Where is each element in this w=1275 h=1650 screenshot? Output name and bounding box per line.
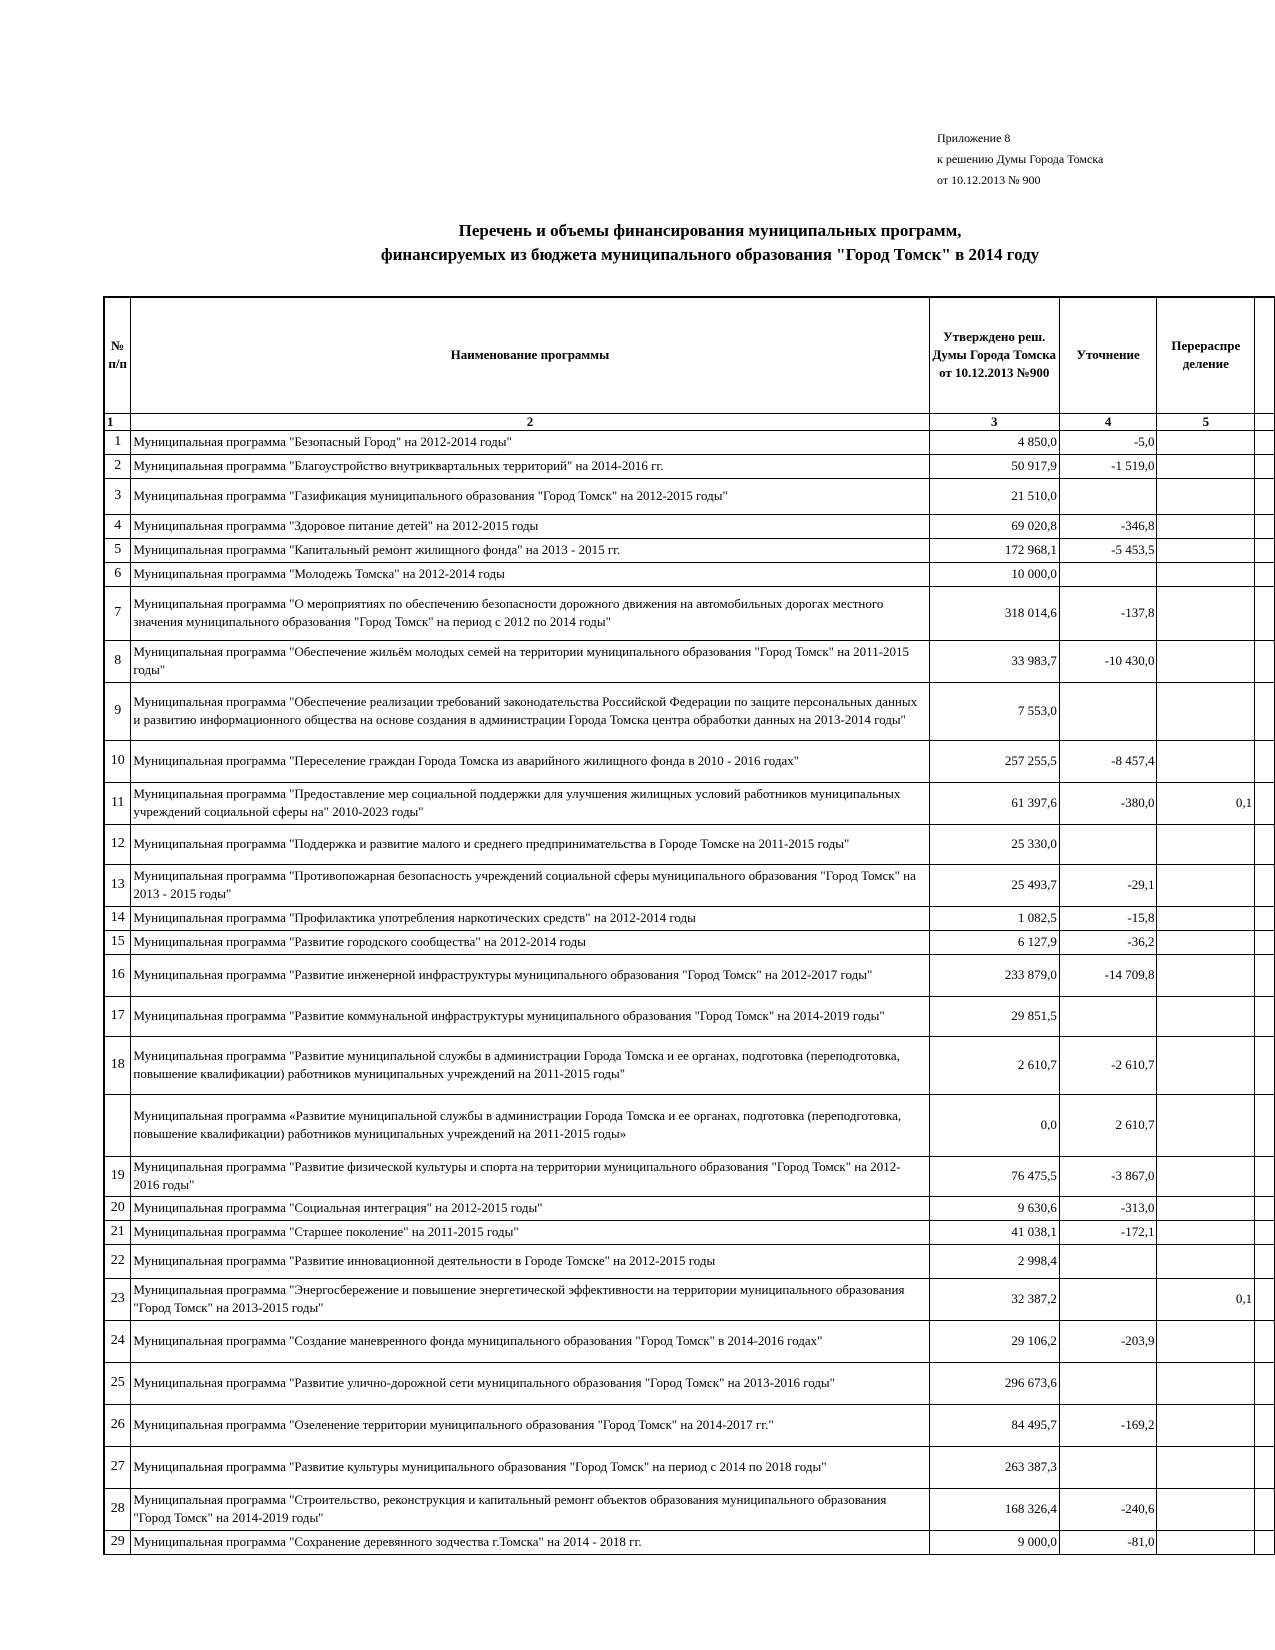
clarification-amount (1059, 1278, 1157, 1320)
redistribution-amount (1157, 1036, 1255, 1094)
approved-amount: 10 000,0 (929, 562, 1059, 586)
program-name: Муниципальная программа "Противопожарная безопасность учреждений социальной сферы муниципального образования "Город Томск" на 2013 - 2015 годы" (131, 864, 929, 906)
program-name: Муниципальная программа "Развитие инновационной деятельности в Городе Томске" на 2012-2015 годы (131, 1244, 929, 1278)
clarification-amount: -2 610,7 (1059, 1036, 1157, 1094)
clarification-amount (1059, 562, 1157, 586)
program-name: Муниципальная программа "Благоустройство внутриквартальных территорий" на 2014-2016 гг. (131, 454, 929, 478)
redistribution-amount (1157, 514, 1255, 538)
program-name: Муниципальная программа "Развитие инженерной инфраструктуры муниципального образования "Город Томск" на 2012-2017 годы" (131, 954, 929, 996)
index-col-1: 1 (104, 413, 131, 430)
annex-line-3: от 10.12.2013 № 900 (937, 173, 1041, 187)
overflow-cell (1255, 906, 1275, 930)
approved-amount: 6 127,9 (929, 930, 1059, 954)
table-index-row (104, 413, 1275, 430)
redistribution-amount (1157, 1446, 1255, 1488)
program-name: Муниципальная программа "Развитие муниципальной службы в администрации Города Томска и ее органах, подготовка (переподготовка, повышение квалификации) работников муниципальных учреждений на 2011-2015 годы" (131, 1036, 929, 1094)
clarification-amount (1059, 1446, 1157, 1488)
table-row (104, 740, 1275, 782)
table-row (104, 682, 1275, 740)
row-number: 10 (104, 740, 131, 782)
table-row (104, 1362, 1275, 1404)
row-number: 12 (104, 824, 131, 864)
title-line-2: финансируемых из бюджета муниципального образования "Город Томск" в 2014 году (380, 245, 1040, 264)
clarification-amount: -3 867,0 (1059, 1156, 1157, 1196)
clarification-amount: -1 519,0 (1059, 454, 1157, 478)
overflow-cell (1255, 1220, 1275, 1244)
clarification-amount (1059, 1362, 1157, 1404)
redistribution-amount: 0,1 (1157, 1278, 1255, 1320)
overflow-cell (1255, 538, 1275, 562)
overflow-cell (1255, 1530, 1275, 1554)
overflow-cell (1255, 430, 1275, 454)
index-col-3: 3 (929, 413, 1059, 430)
redistribution-amount (1157, 640, 1255, 682)
document-title (300, 219, 1120, 267)
row-number: 4 (104, 514, 131, 538)
redistribution-amount (1157, 1530, 1255, 1554)
clarification-amount: -172,1 (1059, 1220, 1157, 1244)
program-name: Муниципальная программа "Развитие улично-дорожной сети муниципального образования "Город Томск" на 2013-2016 годы" (131, 1362, 929, 1404)
redistribution-amount (1157, 1094, 1255, 1156)
program-name: Муниципальная программа "Здоровое питание детей" на 2012-2015 годы (131, 514, 929, 538)
row-number: 13 (104, 864, 131, 906)
overflow-cell (1255, 996, 1275, 1036)
program-name: Муниципальная программа "Озеленение территории муниципального образования "Город Томск" на 2014-2017 гг." (131, 1404, 929, 1446)
header-approved: Утверждено реш. Думы Города Томска от 10.12.2013 №900 (929, 297, 1059, 413)
row-number: 9 (104, 682, 131, 740)
programs-table (103, 296, 1275, 1555)
row-number: 27 (104, 1446, 131, 1488)
row-number: 6 (104, 562, 131, 586)
approved-amount: 25 330,0 (929, 824, 1059, 864)
row-number: 17 (104, 996, 131, 1036)
table-row (104, 1278, 1275, 1320)
clarification-amount: -36,2 (1059, 930, 1157, 954)
redistribution-amount (1157, 954, 1255, 996)
table-body (104, 430, 1275, 1554)
table-row (104, 1094, 1275, 1156)
row-number: 5 (104, 538, 131, 562)
overflow-cell (1255, 478, 1275, 514)
program-name: Муниципальная программа "Развитие коммунальной инфраструктуры муниципального образования "Город Томск" на 2014-2019 годы" (131, 996, 929, 1036)
clarification-amount (1059, 478, 1157, 514)
approved-amount: 29 106,2 (929, 1320, 1059, 1362)
table-row (104, 864, 1275, 906)
row-number: 2 (104, 454, 131, 478)
table-row (104, 954, 1275, 996)
overflow-cell (1255, 1278, 1275, 1320)
approved-amount: 61 397,6 (929, 782, 1059, 824)
program-name: Муниципальная программа "Старшее поколение" на 2011-2015 годы" (131, 1220, 929, 1244)
table-row (104, 930, 1275, 954)
program-name: Муниципальная программа "Газификация муниципального образования "Город Томск" на 2012-2015 годы" (131, 478, 929, 514)
row-number: 24 (104, 1320, 131, 1362)
redistribution-amount (1157, 1196, 1255, 1220)
row-number: 1 (104, 430, 131, 454)
table-row (104, 454, 1275, 478)
table-row (104, 1244, 1275, 1278)
table-row (104, 478, 1275, 514)
redistribution-amount (1157, 1220, 1255, 1244)
redistribution-amount (1157, 1488, 1255, 1530)
overflow-cell (1255, 454, 1275, 478)
clarification-amount: -14 709,8 (1059, 954, 1157, 996)
clarification-amount: -137,8 (1059, 586, 1157, 640)
table-row (104, 1446, 1275, 1488)
redistribution-amount (1157, 430, 1255, 454)
program-name: Муниципальная программа "Профилактика употребления наркотических средств" на 2012-2014 годы (131, 906, 929, 930)
table-row (104, 430, 1275, 454)
program-name: Муниципальная программа "Развитие физической культуры и спорта на территории муниципального образования "Город Томск" на 2012-2016 годы" (131, 1156, 929, 1196)
overflow-cell (1255, 782, 1275, 824)
approved-amount: 318 014,6 (929, 586, 1059, 640)
redistribution-amount (1157, 454, 1255, 478)
table-row (104, 1036, 1275, 1094)
redistribution-amount (1157, 864, 1255, 906)
table-row (104, 996, 1275, 1036)
table-row (104, 906, 1275, 930)
row-number: 28 (104, 1488, 131, 1530)
header-clarification: Уточнение (1059, 297, 1157, 413)
overflow-cell (1255, 514, 1275, 538)
row-number: 29 (104, 1530, 131, 1554)
row-number: 16 (104, 954, 131, 996)
clarification-amount (1059, 996, 1157, 1036)
annex-line-1: Приложение 8 (937, 131, 1011, 145)
clarification-amount: -29,1 (1059, 864, 1157, 906)
table-header-row (104, 297, 1275, 413)
overflow-cell (1255, 640, 1275, 682)
table-row (104, 1220, 1275, 1244)
row-number: 7 (104, 586, 131, 640)
approved-amount: 263 387,3 (929, 1446, 1059, 1488)
program-name: Муниципальная программа "Развитие городского сообщества" на 2012-2014 годы (131, 930, 929, 954)
row-number: 25 (104, 1362, 131, 1404)
table-row (104, 1196, 1275, 1220)
clarification-amount: -5 453,5 (1059, 538, 1157, 562)
header-name: Наименование программы (131, 297, 929, 413)
overflow-cell (1255, 1244, 1275, 1278)
annex-block (937, 128, 1103, 191)
approved-amount: 172 968,1 (929, 538, 1059, 562)
row-number: 23 (104, 1278, 131, 1320)
row-number: 11 (104, 782, 131, 824)
overflow-cell (1255, 1404, 1275, 1446)
program-name: Муниципальная программа "Сохранение деревянного зодчества г.Томска" на 2014 - 2018 гг. (131, 1530, 929, 1554)
program-name: Муниципальная программа "Создание маневренного фонда муниципального образования "Город Томск" в 2014-2016 годах" (131, 1320, 929, 1362)
program-name: Муниципальная программа "Предоставление мер социальной поддержки для улучшения жилищных условий работников муниципальных учреждений социальной сферы на" 2010-2023 годы" (131, 782, 929, 824)
approved-amount: 32 387,2 (929, 1278, 1059, 1320)
clarification-amount: -15,8 (1059, 906, 1157, 930)
overflow-cell (1255, 586, 1275, 640)
program-name: Муниципальная программа "Обеспечение жильём молодых семей на территории муниципального образования "Город Томск" на 2011-2015 годы" (131, 640, 929, 682)
overflow-cell (1255, 1094, 1275, 1156)
row-number: 26 (104, 1404, 131, 1446)
approved-amount: 9 630,6 (929, 1196, 1059, 1220)
row-number: 22 (104, 1244, 131, 1278)
redistribution-amount (1157, 1156, 1255, 1196)
index-col-4: 4 (1059, 413, 1157, 430)
approved-amount: 233 879,0 (929, 954, 1059, 996)
program-name: Муниципальная программа "Поддержка и развитие малого и среднего предпринимательства в Городе Томске на 2011-2015 годы" (131, 824, 929, 864)
approved-amount: 0,0 (929, 1094, 1059, 1156)
redistribution-amount (1157, 1404, 1255, 1446)
approved-amount: 41 038,1 (929, 1220, 1059, 1244)
header-redistribution: Перераспре деление (1157, 297, 1255, 413)
overflow-cell (1255, 562, 1275, 586)
table-row (104, 1530, 1275, 1554)
row-number (104, 1094, 131, 1156)
table-row (104, 1320, 1275, 1362)
overflow-cell (1255, 1488, 1275, 1530)
overflow-cell (1255, 1362, 1275, 1404)
redistribution-amount (1157, 586, 1255, 640)
table-row (104, 586, 1275, 640)
clarification-amount: -203,9 (1059, 1320, 1157, 1362)
clarification-amount: -346,8 (1059, 514, 1157, 538)
program-name: Муниципальная программа "О мероприятиях по обеспечению безопасности дорожного движения на автомобильных дорогах местного значения муниципального образования "Город Томск" на период с 2012 по 2014 годы" (131, 586, 929, 640)
row-number: 19 (104, 1156, 131, 1196)
approved-amount: 21 510,0 (929, 478, 1059, 514)
approved-amount: 84 495,7 (929, 1404, 1059, 1446)
overflow-cell (1255, 864, 1275, 906)
table-row (104, 538, 1275, 562)
table-row (104, 1156, 1275, 1196)
clarification-amount: -240,6 (1059, 1488, 1157, 1530)
overflow-cell (1255, 1320, 1275, 1362)
approved-amount: 69 020,8 (929, 514, 1059, 538)
annex-line-2: к решению Думы Города Томска (937, 152, 1104, 166)
overflow-cell (1255, 930, 1275, 954)
row-number: 3 (104, 478, 131, 514)
approved-amount: 25 493,7 (929, 864, 1059, 906)
overflow-cell (1255, 740, 1275, 782)
row-number: 15 (104, 930, 131, 954)
index-col-6 (1255, 413, 1275, 430)
approved-amount: 29 851,5 (929, 996, 1059, 1036)
table-row (104, 562, 1275, 586)
redistribution-amount (1157, 930, 1255, 954)
overflow-cell (1255, 954, 1275, 996)
approved-amount: 168 326,4 (929, 1488, 1059, 1530)
clarification-amount: -81,0 (1059, 1530, 1157, 1554)
program-name: Муниципальная программа «Развитие муниципальной службы в администрации Города Томска и ее органах, подготовка (переподготовка, повышение квалификации) работников муниципальных учреждений на 2011-2015 годы» (131, 1094, 929, 1156)
row-number: 20 (104, 1196, 131, 1220)
redistribution-amount (1157, 1362, 1255, 1404)
clarification-amount (1059, 824, 1157, 864)
table-row (104, 782, 1275, 824)
row-number: 18 (104, 1036, 131, 1094)
clarification-amount: 2 610,7 (1059, 1094, 1157, 1156)
overflow-cell (1255, 1446, 1275, 1488)
table-row (104, 514, 1275, 538)
approved-amount: 296 673,6 (929, 1362, 1059, 1404)
program-name: Муниципальная программа "Молодежь Томска" на 2012-2014 годы (131, 562, 929, 586)
approved-amount: 2 610,7 (929, 1036, 1059, 1094)
program-name: Муниципальная программа "Переселение граждан Города Томска из аварийного жилищного фонда в 2010 - 2016 годах" (131, 740, 929, 782)
index-col-2: 2 (131, 413, 929, 430)
approved-amount: 76 475,5 (929, 1156, 1059, 1196)
table-row (104, 824, 1275, 864)
redistribution-amount (1157, 1320, 1255, 1362)
program-name: Муниципальная программа "Обеспечение реализации требований законодательства Российской Федерации по защите персональных данных и развитию информационного общества на основе создания в администрации Города Томска центра обработки данных на 2013-2014 годы" (131, 682, 929, 740)
header-num: № п/п (104, 297, 131, 413)
clarification-amount: -5,0 (1059, 430, 1157, 454)
approved-amount: 4 850,0 (929, 430, 1059, 454)
redistribution-amount: 0,1 (1157, 782, 1255, 824)
row-number: 21 (104, 1220, 131, 1244)
title-line-1: Перечень и объемы финансирования муниципальных программ, (458, 221, 962, 240)
clarification-amount: -10 430,0 (1059, 640, 1157, 682)
redistribution-amount (1157, 906, 1255, 930)
redistribution-amount (1157, 1244, 1255, 1278)
overflow-cell (1255, 1196, 1275, 1220)
program-name: Муниципальная программа "Социальная интеграция" на 2012-2015 годы" (131, 1196, 929, 1220)
redistribution-amount (1157, 478, 1255, 514)
row-number: 8 (104, 640, 131, 682)
approved-amount: 7 553,0 (929, 682, 1059, 740)
clarification-amount: -8 457,4 (1059, 740, 1157, 782)
redistribution-amount (1157, 538, 1255, 562)
approved-amount: 33 983,7 (929, 640, 1059, 682)
approved-amount: 2 998,4 (929, 1244, 1059, 1278)
overflow-cell (1255, 1156, 1275, 1196)
table-row (104, 640, 1275, 682)
program-name: Муниципальная программа "Капитальный ремонт жилищного фонда" на 2013 - 2015 гг. (131, 538, 929, 562)
approved-amount: 50 917,9 (929, 454, 1059, 478)
approved-amount: 257 255,5 (929, 740, 1059, 782)
overflow-cell (1255, 682, 1275, 740)
table-row (104, 1404, 1275, 1446)
redistribution-amount (1157, 682, 1255, 740)
redistribution-amount (1157, 824, 1255, 864)
clarification-amount (1059, 1244, 1157, 1278)
clarification-amount: -380,0 (1059, 782, 1157, 824)
redistribution-amount (1157, 562, 1255, 586)
redistribution-amount (1157, 740, 1255, 782)
header-overflow (1255, 297, 1275, 413)
overflow-cell (1255, 1036, 1275, 1094)
program-name: Муниципальная программа "Развитие культуры муниципального образования "Город Томск" на период с 2014 по 2018 годы" (131, 1446, 929, 1488)
index-col-5: 5 (1157, 413, 1255, 430)
table-row (104, 1488, 1275, 1530)
program-name: Муниципальная программа "Энергосбережение и повышение энергетической эффективности на территории муниципального образования "Город Томск" на 2013-2015 годы" (131, 1278, 929, 1320)
overflow-cell (1255, 824, 1275, 864)
program-name: Муниципальная программа "Строительство, реконструкция и капитальный ремонт объектов образования муниципального образования "Город Томск" на 2014-2019 годы" (131, 1488, 929, 1530)
approved-amount: 9 000,0 (929, 1530, 1059, 1554)
clarification-amount: -169,2 (1059, 1404, 1157, 1446)
approved-amount: 1 082,5 (929, 906, 1059, 930)
program-name: Муниципальная программа "Безопасный Город" на 2012-2014 годы" (131, 430, 929, 454)
row-number: 14 (104, 906, 131, 930)
redistribution-amount (1157, 996, 1255, 1036)
clarification-amount (1059, 682, 1157, 740)
clarification-amount: -313,0 (1059, 1196, 1157, 1220)
